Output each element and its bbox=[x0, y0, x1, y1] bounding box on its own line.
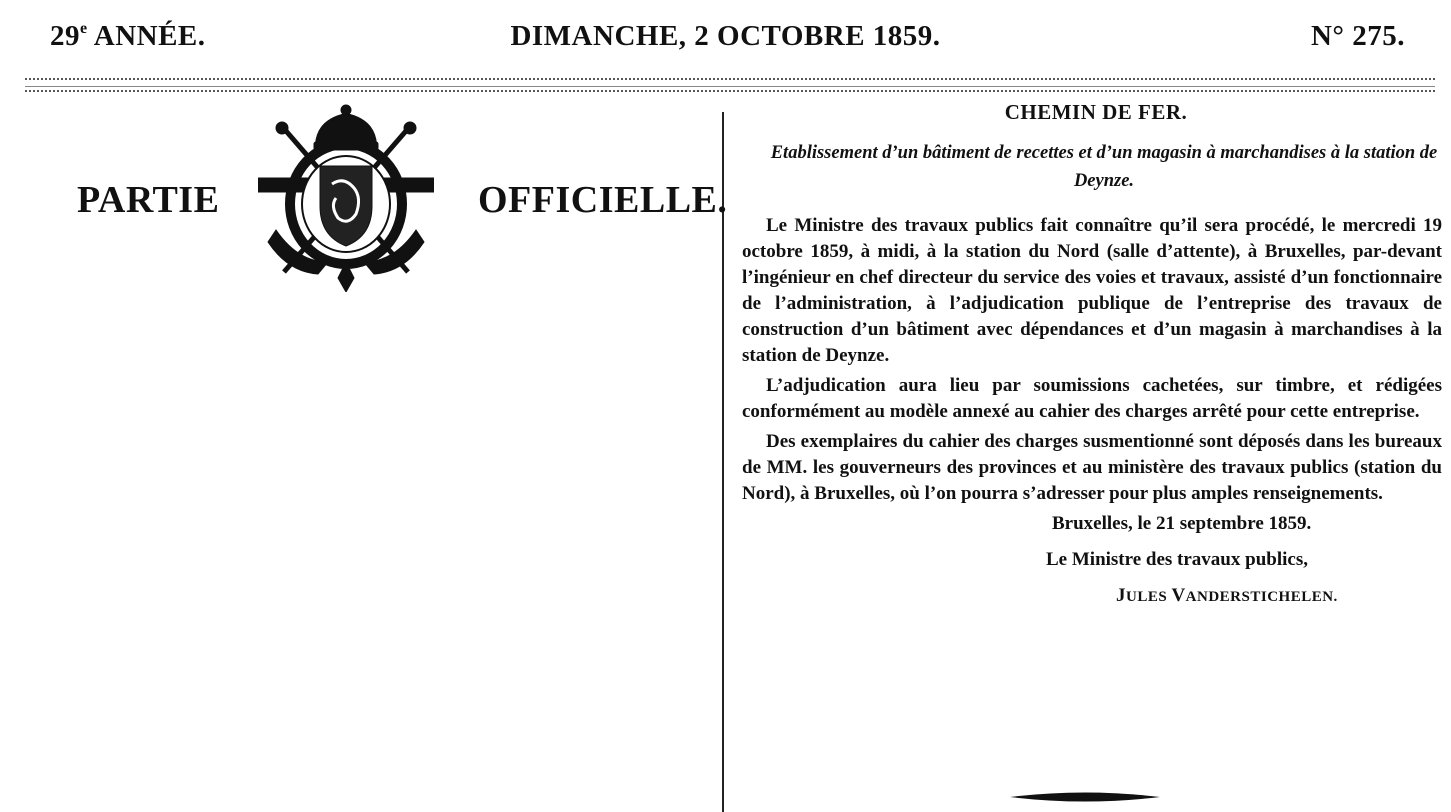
end-flourish-icon bbox=[1010, 790, 1160, 804]
signature-name: JULES VANDERSTICHELEN. bbox=[1116, 585, 1338, 606]
header-rule-middle bbox=[25, 86, 1435, 87]
article-subtitle: Etablissement d’un bâtiment de recettes et d’un magasin à marchandises à la station de Deynze. bbox=[770, 143, 1438, 191]
year-word: ANNÉE. bbox=[93, 20, 206, 52]
masthead bbox=[0, 0, 1451, 70]
coat-of-arms-icon bbox=[258, 102, 434, 292]
article-paragraph: Des exemplaires du cahier des charges susmentionné sont déposés dans les bureaux de MM. les gouverneurs des provinces et au ministère des travaux publics (station du Nord), à Bruxelles, où l’on pourra s’adresser pour plus amples renseignements. bbox=[742, 431, 1442, 504]
signature-date: Bruxelles, le 21 septembre 1859. bbox=[1052, 513, 1312, 534]
article-paragraph: L’adjudication aura lieu par soumissions cachetées, sur timbre, et rédigées conformément au modèle annexé au cahier des charges arrêté pour cette entreprise. bbox=[742, 375, 1442, 422]
masthead-issue: N° 275. bbox=[1310, 20, 1405, 52]
signature-role: Le Ministre des travaux publics, bbox=[1046, 549, 1308, 570]
header-rule-bottom bbox=[25, 90, 1435, 92]
partie-label: PARTIE bbox=[77, 179, 220, 221]
year-suffix: e bbox=[80, 20, 88, 37]
header-rule-top bbox=[25, 78, 1435, 80]
officielle-label: OFFICIELLE. bbox=[478, 179, 728, 221]
article bbox=[742, 100, 1442, 610]
article-paragraph: Le Ministre des travaux publics fait connaître qu’il sera procédé, le mercredi 19 octobre 1859, à midi, à la station du Nord (salle d’attente), à Bruxelles, par-devant l’ingénieur en chef directeur du service des voies et travaux, assisté d’un fonctionnaire de l’administration, à l’adjudication publique de l’entreprise des travaux de construction d’un bâtiment avec dépendances et d’un magasin à marchandises à la station de Deynze. bbox=[742, 215, 1442, 366]
masthead-date: DIMANCHE, 2 OCTOBRE 1859. bbox=[510, 20, 941, 52]
article-title: CHEMIN DE FER. bbox=[1004, 100, 1188, 124]
year-number: 29 bbox=[50, 20, 80, 52]
